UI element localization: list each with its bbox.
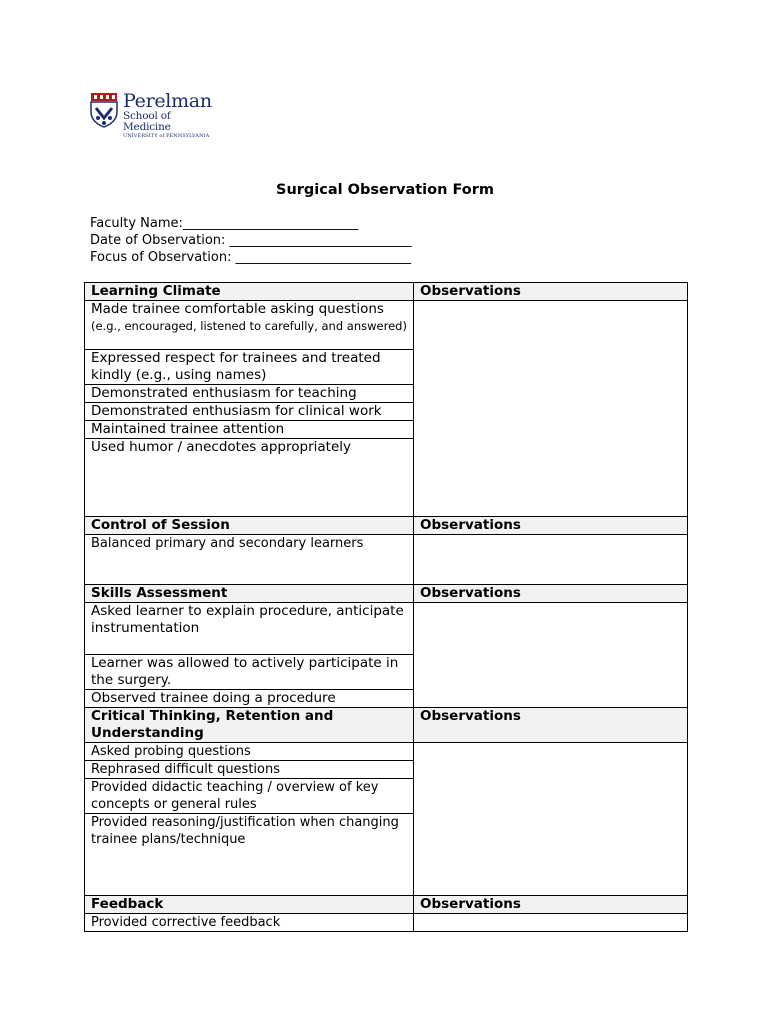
observations-header: Observations [414,283,688,301]
criterion-row: Learner was allowed to actively participate in the surgery. [85,655,414,690]
criterion-row: Expressed respect for trainees and treated kindly (e.g., using names) [85,350,414,385]
observations-cell-learning-climate[interactable] [414,301,688,517]
criterion-row: Used humor / anecdotes appropriately [85,439,414,517]
observations-header: Observations [414,585,688,603]
criterion-row: Observed trainee doing a procedure [85,690,414,708]
criterion-row: Provided corrective feedback [85,914,414,932]
criterion-row: Provided reasoning/justification when changing trainee plans/technique [85,814,414,896]
section-header-skills-assessment: Skills Assessment [85,585,414,603]
section-header-control-of-session: Control of Session [85,517,414,535]
observations-cell-skills-assessment[interactable] [414,603,688,708]
logo-university: UNIVERSITY of PENNSYLVANIA [123,133,210,139]
criterion-row: Balanced primary and secondary learners [85,535,414,585]
form-title: Surgical Observation Form [276,182,494,198]
criterion-row: Provided didactic teaching / overview of key concepts or general rules [85,779,414,814]
shield-icon [90,92,118,128]
observations-cell-critical-thinking[interactable] [414,743,688,896]
criterion-row: Demonstrated enthusiasm for teaching [85,385,414,403]
observations-header: Observations [414,896,688,914]
observations-cell-control-of-session[interactable] [414,535,688,585]
section-header-feedback: Feedback [85,896,414,914]
focus-of-observation-field[interactable]: Focus of Observation: ___________________________ [90,249,412,265]
school-logo [90,90,220,139]
faculty-name-field[interactable]: Faculty Name:___________________________ [90,216,359,231]
observations-header: Observations [414,708,688,743]
date-of-observation-field[interactable]: Date of Observation: ____________________________ [90,232,412,248]
observations-header: Observations [414,517,688,535]
criterion-row: Asked learner to explain procedure, anticipate instrumentation [85,603,414,655]
criterion-row: Rephrased difficult questions [85,761,414,779]
section-header-critical-thinking: Critical Thinking, Retention and Understanding [85,708,414,743]
criterion-text: Made trainee comfortable asking questions [91,301,384,317]
logo-school: School of Medicine [123,110,171,133]
criterion-row: Asked probing questions [85,743,414,761]
observation-table [84,282,688,932]
logo-name: Perelman [123,90,212,112]
criterion-row: Demonstrated enthusiasm for clinical work [85,403,414,421]
form-fields [90,216,412,266]
criterion-note: (e.g., encouraged, listened to carefully, and answered) [91,319,407,333]
section-header-learning-climate: Learning Climate [85,283,414,301]
observations-cell-feedback[interactable] [414,914,688,932]
criterion-row [85,301,414,350]
criterion-row: Maintained trainee attention [85,421,414,439]
